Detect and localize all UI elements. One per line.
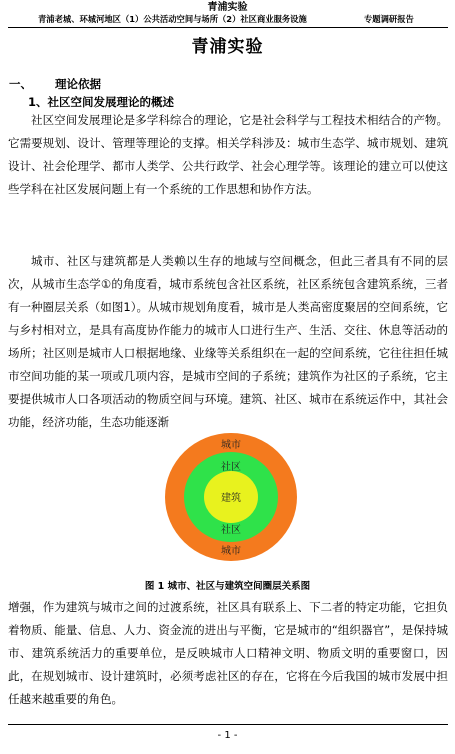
community-label-top: 社区 [221, 462, 241, 473]
header-subtitle-right: 专题调研报告 [364, 14, 414, 24]
paragraph-3: 增强，作为建筑与城市之间的过渡系统，社区具有联系上、下二者的特定功能，它担负着物质、能量、信息、人力、资金流的进出与平衡，它是城市的“组织器官”，是保持城市、建筑系统活力的重要单位，是反映城市人口精神文明、物质文明的重要窗口，因此，在规划城市、设计建筑时，必须考虑社区的存在，它将在今后我国的城市发展中担任越来越重要的角色。 [8, 600, 448, 706]
building-label: 建筑 [221, 493, 241, 504]
section-label: 理论依据 [55, 77, 101, 91]
section-number: 一、 [9, 77, 32, 91]
figure-caption: 图 1 城市、社区与建筑空间圈层关系图 [144, 581, 311, 592]
header-rule [8, 27, 448, 28]
header-subtitle [38, 14, 448, 25]
page-title: 青浦实验 [191, 37, 264, 57]
paragraph-1: 社区空间发展理论是多学科综合的理论，它是社会科学与工程技术相结合的产物。它需要规划、设计、管理等理论的支撑。相关学科涉及：城市生态学、城市规划、建筑设计、社会伦理学、都市人类学、公共行政学、社会心理学等。该理论的建立可以使这些学科在社区发展问题上有一个系统的工作思想和协作方法。 [8, 113, 448, 196]
header-doc-title: 青浦实验 [207, 2, 248, 13]
page-number: - 1 - [217, 730, 238, 741]
footer-rule [8, 724, 448, 725]
paragraph-2: 城市、社区与建筑都是人类赖以生存的地域与空间概念，但此三者具有不同的层次，从城市生态学①的角度看，城市系统包含社区系统，社区系统包含建筑系统，三者有一种圈层关系（如图1）。从城市规划角度看，城市是人类高密度聚居的空间系统，它与乡村相对立，是具有高度协作能力的城市人口进行生产、生活、交往、休息等活动的场所；社区则是城市人口根据地缘、业缘等关系组织在一起的空间系统，它往往担任城市空间功能的某一项或几项内容，是城市空间的子系统；建筑作为社区的子系统，它主要提供城市人口各项活动的物质空间与环境。建筑、社区、城市在系统运作中，其社会功能，经济功能，生态功能逐渐 [8, 254, 448, 429]
subsection-heading: 1、社区空间发展理论的概述 [28, 95, 175, 109]
city-label-top: 城市 [221, 440, 241, 451]
community-label-bottom: 社区 [221, 525, 241, 536]
concentric-circles-diagram [163, 432, 299, 562]
city-label-bottom: 城市 [221, 546, 241, 557]
header-subtitle-left: 青浦老城、环城河地区（1）公共活动空间与场所（2）社区商业服务设施 [38, 14, 307, 24]
section-heading [9, 77, 101, 92]
